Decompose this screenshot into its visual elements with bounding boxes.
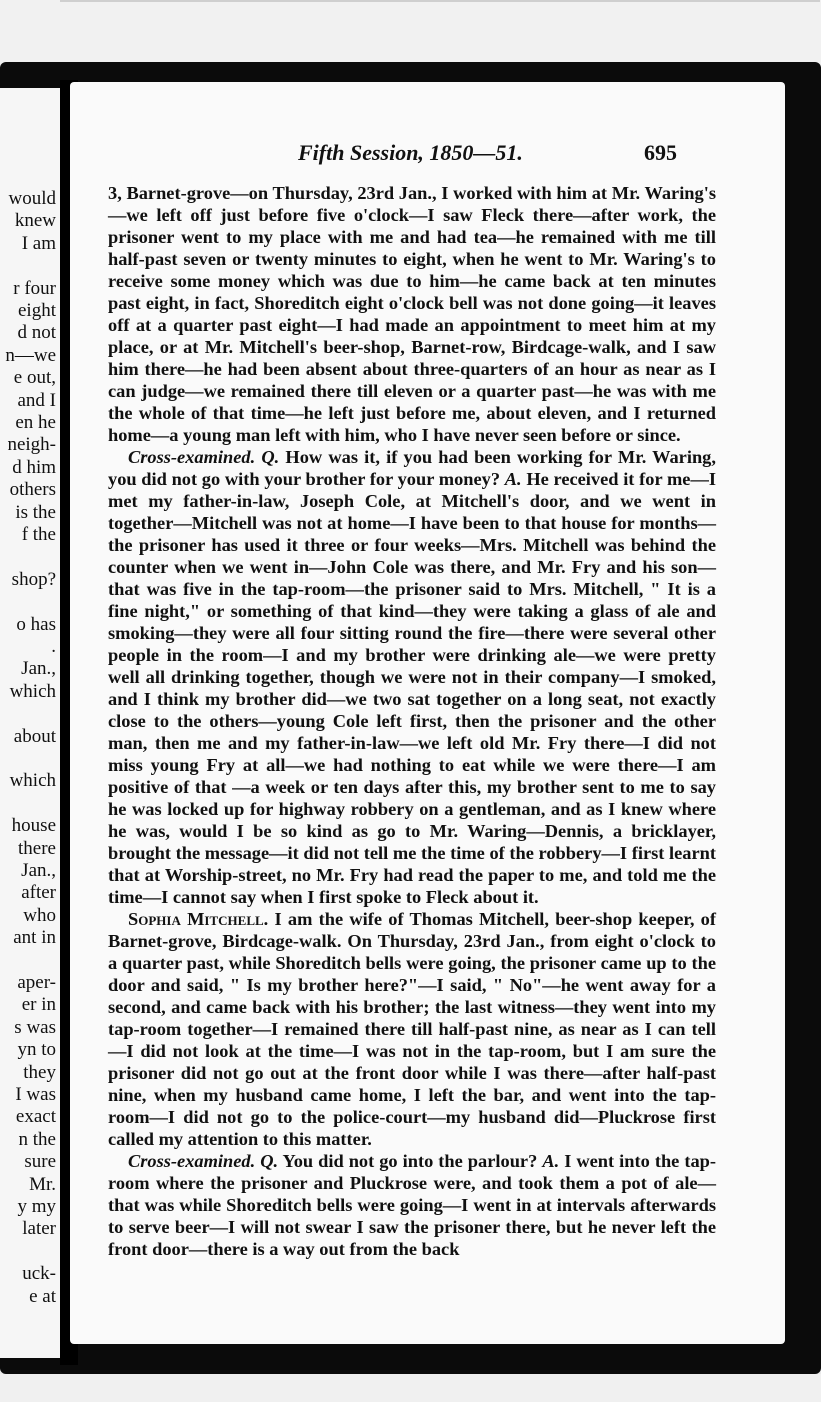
left-page-line: Mr. [29,1173,56,1195]
left-page-line: uck- [22,1263,56,1285]
scan-bottom-margin [0,1374,821,1402]
left-page-line: which [9,770,56,792]
left-page-line: sure [24,1151,56,1173]
left-page-line: they [23,1061,56,1083]
left-page-line: yn to [17,1039,56,1061]
left-page-line: en he [15,412,56,433]
left-page-line: others [9,479,56,501]
left-page-line: Jan., [21,860,56,881]
left-page-line: later [22,1218,56,1240]
left-page-line: after [21,882,56,904]
left-page-line: neigh- [7,434,56,456]
scan-top-margin [0,0,821,70]
left-page-line: . [51,636,56,657]
left-page-line: er in [21,994,56,1016]
answer-label: A. [504,469,522,489]
left-page-line: n the [18,1128,56,1150]
left-page-line: shop? [11,568,56,590]
left-page-line: and I [17,389,56,411]
page-title: Fifth Session, 1850—51. [298,140,523,165]
left-page-line: o has [16,613,56,635]
left-page-line: d him [12,456,56,478]
left-page-line: r four [13,277,56,299]
left-page-line: s was [14,1016,56,1038]
left-page-line: exact [15,1106,56,1128]
left-page-line: y my [17,1196,56,1217]
question-text: How was it, if you had been working for Mr. Waring, you did not go with your brother for your money? [108,447,716,489]
left-page-line: d not [17,322,56,344]
left-page-line: I was [15,1084,56,1105]
question-label: Q. [261,447,280,467]
page-number: 695 [644,140,677,165]
left-page-fragment [0,88,60,1358]
left-page-line: house [11,815,56,837]
paragraph-cross-examination [108,446,716,908]
left-page-line: about [13,725,56,747]
paragraph-text: 3, Barnet-grove—on Thursday, 23rd Jan., I worked with him at Mr. Waring's—we left off just before five o'clock—I saw Fleck there—after work, the prisoner went to my place with me and had tea—he remained with me till half-past seven or twenty minutes to eight, when he went to Mr. Waring's to receive some money which was due to him—he came back at ten minutes past eight, in fact, Shoreditch eight o'clock bell was not done going—it leaves off at a quarter past eight—I had made an appointment to meet him at my place, or at Mr. Mitchell's beer-shop, Barnet-row, Birdcage-walk, and I saw him there—he had been absent about three-quarters of an hour as near as I can judge—we remained there till eleven or a quarter past—he was with me the whole of that time—he left just before me, about eleven, and I returned home—a young man left with him, who I have never seen before or since. [108,183,716,445]
answer-label: A. [542,1151,560,1171]
left-page-line: ant in [13,927,56,949]
question-label: Q. [260,1151,279,1171]
question-text: You did not go into the parlour? [282,1151,538,1171]
left-page-line: there [18,837,56,859]
page-body [108,182,716,1260]
book-page [70,82,785,1344]
left-page-line: knew [14,210,56,232]
section-label: Cross-examined. [128,447,256,467]
paragraph-text: I am the wife of Thomas Mitchell, beer-shop keeper, of Barnet-grove, Birdcage-walk. On Thursday, 23rd Jan., from eight o'clock to a quarter past, while Shoreditch bells were going, the prisoner came up to the door and said, " Is my brother here?"—I said, " No"—he went away for a second, and came back with his brother; the last witness—they went into my tap-room together—I remained there till half-past nine, as near as I can tell—I did not look at the time—I was not in the tap-room, but I am sure the prisoner did not go out at the front door while I was there—after half-past nine, when my husband came home, I left the bar, and went into the tap-room—I did not go to the police-court—my husband did—Pluckrose first called my attention to this matter. [108,909,716,1149]
left-page-line: n—we [5,344,56,366]
left-page-line: eight [18,300,56,321]
left-page-line: e out, [13,367,56,389]
left-page-line: I am [21,232,56,254]
left-page-line: aper- [17,972,56,993]
section-label: Cross-examined. [128,1151,256,1171]
paragraph-testimony [108,182,716,446]
answer-text: He received it for me—I met my father-in-law, Joseph Cole, at Mitchell's door, and we went in together—Mitchell was not at home—I have been to that house for months—the prisoner has used it three or four weeks—Mrs. Mitchell was behind the counter when we went in—John Cole was there, and Mr. Fry and his son—that was five in the tap-room—the prisoner said to Mrs. Mitchell, " It is a fine night," or something of that kind—they were taking a glass of ale and smoking—they were all four sitting round the fire—there were several other people in the room—I and my brother were drinking ale—we were pretty well all drinking together, though we were not in their company—I smoked, and I think my brother did—we two sat together on a long seat, not exactly close to the others—young Cole left first, then the prisoner and the other man, then me and my father-in-law—we left old Mr. Fry there—I did not miss young Fry at all—we had nothing to eat while we were there—I am positive of that —a week or ten days after this, my brother sent to me to say he was locked up for highway robbery on a gentleman, and as I knew where he was, would I be so kind as go to Mr. Waring—Dennis, a bricklayer, brought the message—it did not tell me the time of the robbery—I first learnt that at Worship-street, no Mr. Fry had read the paper to me, and told me the time—I cannot say when I first spoke to Fleck about it. [108,469,716,907]
paragraph-cross-examination [108,1150,716,1260]
left-page-line: which [9,680,56,702]
left-page-line: who [23,904,56,926]
left-page-line: f the [21,524,56,545]
left-page-line: Jan., [21,658,56,680]
answer-text: I went into the tap-room where the prisoner and Pluckrose were, and took them a pot of ale—that was while Shoreditch bells were going—I went in at intervals afterwards to serve beer—I will not swear I saw the prisoner there, but he never left the front door—there is a way out from the back [108,1151,717,1259]
paragraph-witness [108,908,716,1150]
scan-edge-line [60,0,820,2]
running-header [70,140,785,170]
witness-name: Sophia Mitchell. [128,909,269,929]
left-page-line: e at [29,1285,56,1307]
left-page-line: would [8,188,56,209]
left-page-line: is the [15,501,56,523]
